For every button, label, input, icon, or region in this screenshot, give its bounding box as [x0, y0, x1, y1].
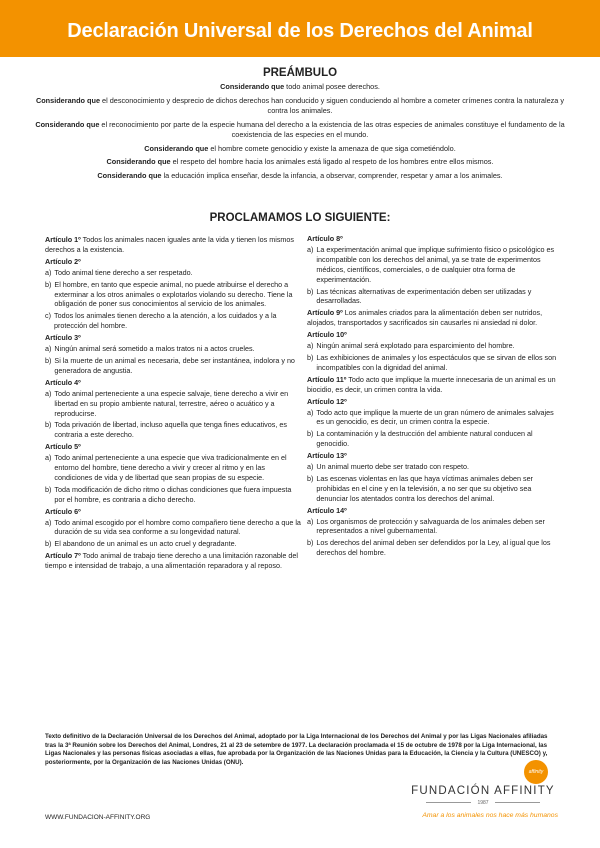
preamble-item: Considerando que la educación implica enseñar, desde la infancia, a observar, comprender, respetar y amar a los animales.: [97, 170, 503, 180]
preamble-item: Considerando que el hombre comete genocidio y existe la amenaza de que siga cometiéndolo.: [144, 143, 456, 153]
preamble-title: PREÁMBULO: [262, 67, 338, 79]
article-12-a: a) Todo acto que implique la muerte de un gran número de animales salvajes es un genocidio, es decir, un crimen contra la especie.: [307, 407, 554, 427]
article-8-title: Artículo 8º: [307, 234, 343, 243]
article-3-a: a) Ningún animal será sometido a malos tratos ni a actos crueles.: [45, 344, 255, 354]
article-4-b: b) Toda privación de libertad, incluso aquella que tenga fines educativos, es contraria a este derecho.: [45, 420, 287, 440]
article-2-a: a) Todo animal tiene derecho a ser respetado.: [45, 267, 193, 277]
article-3-title: Artículo 3º: [45, 333, 81, 343]
preamble-item: Considerando que el desconocimiento y desprecio de dichos derechos han conducido y siguen conduciendo al hombre a cometer crímenes contra la naturaleza y contra los animales.: [35, 95, 565, 115]
article-8-b: b) Las técnicas alternativas de experimentación deben ser utilizadas y desarrolladas.: [307, 286, 532, 306]
article-6-b: b) El abandono de un animal es un acto cruel y degradante.: [45, 539, 237, 549]
article-5-title: Artículo 5º: [45, 442, 81, 452]
article-2-title: Artículo 2º: [45, 256, 81, 266]
article-14-a: a) Los organismos de protección y salvaguarda de los animales deben ser representados a nivel gubernamental.: [307, 516, 545, 536]
page-header: [0, 0, 600, 57]
article-13-a: a) Un animal muerto debe ser tratado con respeto.: [307, 462, 470, 472]
preamble: [30, 82, 570, 184]
article-10-a: a) Ningún animal será explotado para esparcimiento del hombre.: [307, 341, 515, 351]
article-11: Artículo 11º Todo acto que implique la muerte innecesaria de un animal es un biocidio, es decir, un crimen contra la vida.: [307, 374, 556, 394]
article-2-b: b) El hombre, en tanto que especie animal, no puede atribuirse el derecho a exterminar a los otros animales o explotarlos violando su derecho. Tiene la obligación de poner sus conocimientos al servicio de los animales.: [45, 279, 293, 309]
article-10-title: Artículo 10º: [307, 330, 347, 340]
articles-right-column: [307, 234, 559, 560]
article-8-a: a) La experimentación animal que implique sufrimiento físico o psicológico es incompatible con los derechos del animal, ya se trate de experimentos médicos, científicos, comerciales, o de cualquier otra forma de experimentación.: [307, 244, 555, 284]
preamble-item: Considerando que el reconocimiento por parte de la especie humana del derecho a la existencia de las otras especies de animales constituye el fundamento de la coexistencia de las especies en el mundo.: [35, 119, 565, 139]
article-12-title: Artículo 12º: [307, 396, 347, 406]
articles-left-column: [45, 234, 303, 573]
article-1: Artículo 1º Todos los animales nacen iguales ante la vida y tienen los mismos derechos a la existencia.: [45, 235, 294, 254]
affinity-logo-icon: affinity: [524, 760, 548, 784]
proclaim-title: PROCLAMAMOS LO SIGUIENTE:: [209, 212, 391, 224]
article-5-a: a) Todo animal perteneciente a una especie que viva tradicionalmente en el entorno del hombre, tiene derecho a vivir y crecer al ritmo y en las condiciones de vida y de libertad que sean propias de su especie.: [45, 453, 287, 482]
article-6-a: a) Todo animal escogido por el hombre como compañero tiene derecho a que la duración de su vida sea conforme a su longevidad natural.: [45, 517, 301, 537]
brand-name: FUNDACIÓN AFFINITY: [411, 785, 555, 797]
article-12-b: b) La contaminación y la destrucción del ambiente natural conducen al genocidio.: [307, 429, 533, 449]
article-5-b: b) Toda modificación de dicho ritmo o dichas condiciones que fuera impuesta por el hombre, es contraria a dicho derecho.: [45, 484, 292, 504]
article-14-title: Artículo 14º: [307, 505, 347, 515]
article-10-b: b) Las exhibiciones de animales y los espectáculos que se sirvan de ellos son incompatibles con la dignidad del animal.: [307, 352, 557, 372]
brand-year: 1987: [408, 800, 558, 806]
brand-slogan: Amar a los animales nos hace más humanos: [422, 812, 558, 819]
page-title: Declaración Universal de los Derechos del Animal: [67, 20, 533, 42]
article-3-b: b) Si la muerte de un animal es necesaria, debe ser instantánea, indolora y no generadora de angustia.: [45, 355, 295, 375]
article-4-title: Artículo 4º: [45, 377, 81, 387]
preamble-item: Considerando que todo animal posee derechos.: [220, 82, 380, 91]
article-7: Artículo 7º Todo animal de trabajo tiene derecho a una limitación razonable del tiempo e intensidad de trabajo, a una alimentación reparadora y al reposo.: [45, 551, 299, 571]
article-13-title: Artículo 13º: [307, 451, 347, 461]
article-9: Artículo 9º Los animales criados para la alimentación deben ser nutridos, alojados, transportados y sacrificados sin causarles ni ansiedad ni dolor.: [307, 308, 543, 328]
article-4-a: a) Todo animal perteneciente a una especie salvaje, tiene derecho a vivir en libertad en su propio ambiente natural, terrestre, aéreo o acuático y a reproducirse.: [45, 388, 289, 418]
article-6-title: Artículo 6º: [45, 506, 81, 516]
article-13-b: b) Las escenas violentas en las que haya víctimas animales deben ser prohibidas en el cine y en la televisión, a no ser que su objetivo sea denunciar los atentados contra los derechos del animal.: [307, 473, 533, 503]
website-url[interactable]: WWW.FUNDACION-AFFINITY.ORG: [45, 814, 151, 821]
declaration-note: Texto definitivo de la Declaración Universal de los Derechos del Animal, adoptado por la Liga Internacional de los Derechos del Animal y por las Ligas Nacionales afiliadas tras la 3ª Reunión sobre los Derechos del Animal, Londres, 21 al 23 de setembre de 1977. La declaración proclamada el 15 de octubre de 1978 por la Liga Internacional, las Ligas Nacionales y las personas físicas asociadas a ellas, fue aprobada por la Organización de las Naciones Unidas para la Educación, la Ciencia y la Cultura (UNESCO) y, posteriormente, por la Organización de las Naciones Unidas (ONU).: [45, 733, 548, 766]
article-2-c: c) Todos los animales tienen derecho a la atención, a los cuidados y a la protección del hombre.: [45, 311, 277, 331]
article-14-b: b) Los derechos del animal deben ser defendidos por la Ley, al igual que los derechos del hombre.: [307, 538, 551, 558]
preamble-item: Considerando que el respeto del hombre hacia los animales está ligado al respeto de los hombres entre ellos mismos.: [106, 157, 494, 166]
